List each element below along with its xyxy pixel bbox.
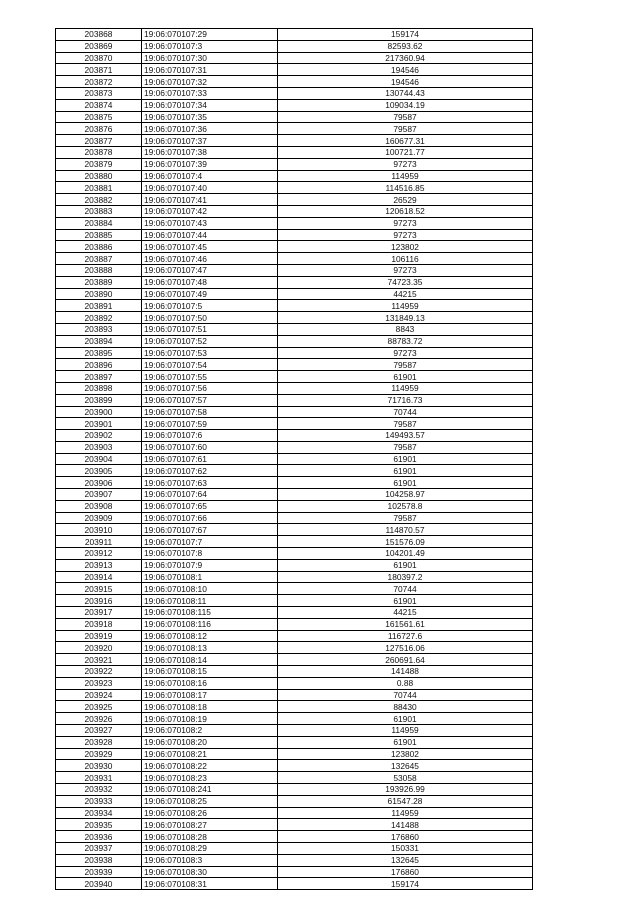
amount-cell: 82593.62 — [278, 40, 533, 52]
table-row — [56, 736, 533, 748]
row-id-cell: 203884 — [56, 217, 142, 229]
amount-cell: 61901 — [278, 477, 533, 489]
amount-cell: 97273 — [278, 347, 533, 359]
amount-cell: 161561.61 — [278, 618, 533, 630]
row-id-cell: 203939 — [56, 866, 142, 878]
cadastral-code-cell: 19:06:070107:6 — [142, 430, 278, 442]
table-row — [56, 430, 533, 442]
table-row — [56, 111, 533, 123]
amount-cell: 97273 — [278, 264, 533, 276]
cadastral-code-cell: 19:06:070107:4 — [142, 170, 278, 182]
row-id-cell: 203937 — [56, 842, 142, 854]
table-row — [56, 536, 533, 548]
amount-cell: 70744 — [278, 406, 533, 418]
cadastral-code-cell: 19:06:070107:33 — [142, 87, 278, 99]
table-row — [56, 300, 533, 312]
cadastral-code-cell: 19:06:070108:2 — [142, 725, 278, 737]
cadastral-code-cell: 19:06:070108:16 — [142, 677, 278, 689]
cadastral-code-cell: 19:06:070108:23 — [142, 772, 278, 784]
table-row — [56, 241, 533, 253]
row-id-cell: 203896 — [56, 359, 142, 371]
table-row — [56, 40, 533, 52]
row-id-cell: 203938 — [56, 854, 142, 866]
cadastral-code-cell: 19:06:070107:47 — [142, 264, 278, 276]
amount-cell: 70744 — [278, 583, 533, 595]
amount-cell: 159174 — [278, 878, 533, 890]
table-row — [56, 548, 533, 560]
amount-cell: 159174 — [278, 29, 533, 41]
amount-cell: 109034.19 — [278, 99, 533, 111]
amount-cell: 79587 — [278, 123, 533, 135]
amount-cell: 160677.31 — [278, 135, 533, 147]
row-id-cell: 203927 — [56, 725, 142, 737]
table-row — [56, 571, 533, 583]
amount-cell: 61901 — [278, 736, 533, 748]
cadastral-code-cell: 19:06:070107:41 — [142, 194, 278, 206]
row-id-cell: 203921 — [56, 654, 142, 666]
table-row — [56, 253, 533, 265]
row-id-cell: 203926 — [56, 713, 142, 725]
amount-cell: 114959 — [278, 382, 533, 394]
table-row — [56, 831, 533, 843]
row-id-cell: 203913 — [56, 559, 142, 571]
cadastral-code-cell: 19:06:070107:32 — [142, 76, 278, 88]
amount-cell: 71716.73 — [278, 394, 533, 406]
cadastral-code-cell: 19:06:070108:13 — [142, 642, 278, 654]
cadastral-code-cell: 19:06:070107:54 — [142, 359, 278, 371]
cadastral-code-cell: 19:06:070108:241 — [142, 784, 278, 796]
cadastral-code-cell: 19:06:070107:64 — [142, 489, 278, 501]
cadastral-code-cell: 19:06:070107:46 — [142, 253, 278, 265]
cadastral-code-cell: 19:06:070108:29 — [142, 842, 278, 854]
cadastral-code-cell: 19:06:070108:19 — [142, 713, 278, 725]
row-id-cell: 203918 — [56, 618, 142, 630]
row-id-cell: 203881 — [56, 182, 142, 194]
table-row — [56, 312, 533, 324]
amount-cell: 61547.28 — [278, 795, 533, 807]
cadastral-code-cell: 19:06:070107:60 — [142, 441, 278, 453]
cadastral-code-cell: 19:06:070107:34 — [142, 99, 278, 111]
row-id-cell: 203880 — [56, 170, 142, 182]
table-row — [56, 347, 533, 359]
cadastral-code-cell: 19:06:070107:8 — [142, 548, 278, 560]
row-id-cell: 203875 — [56, 111, 142, 123]
amount-cell: 194546 — [278, 76, 533, 88]
row-id-cell: 203916 — [56, 595, 142, 607]
amount-cell: 132645 — [278, 854, 533, 866]
cadastral-code-cell: 19:06:070107:65 — [142, 500, 278, 512]
amount-cell: 61901 — [278, 453, 533, 465]
amount-cell: 61901 — [278, 465, 533, 477]
amount-cell: 120618.52 — [278, 205, 533, 217]
amount-cell: 79587 — [278, 418, 533, 430]
row-id-cell: 203930 — [56, 760, 142, 772]
row-id-cell: 203905 — [56, 465, 142, 477]
table-row — [56, 276, 533, 288]
table-row — [56, 182, 533, 194]
row-id-cell: 203902 — [56, 430, 142, 442]
amount-cell: 114959 — [278, 807, 533, 819]
amount-cell: 0.88 — [278, 677, 533, 689]
cadastral-code-cell: 19:06:070107:67 — [142, 524, 278, 536]
table-row — [56, 725, 533, 737]
table-row — [56, 76, 533, 88]
cadastral-code-cell: 19:06:070107:50 — [142, 312, 278, 324]
amount-cell: 114516.85 — [278, 182, 533, 194]
table-row — [56, 371, 533, 383]
cadastral-code-cell: 19:06:070107:59 — [142, 418, 278, 430]
table-row — [56, 453, 533, 465]
table-row — [56, 713, 533, 725]
table-row — [56, 264, 533, 276]
row-id-cell: 203876 — [56, 123, 142, 135]
table-row — [56, 878, 533, 890]
cadastral-code-cell: 19:06:070107:45 — [142, 241, 278, 253]
amount-cell: 141488 — [278, 819, 533, 831]
row-id-cell: 203924 — [56, 689, 142, 701]
data-table — [55, 28, 533, 890]
cadastral-code-cell: 19:06:070108:30 — [142, 866, 278, 878]
row-id-cell: 203877 — [56, 135, 142, 147]
amount-cell: 8843 — [278, 323, 533, 335]
row-id-cell: 203883 — [56, 205, 142, 217]
amount-cell: 114959 — [278, 300, 533, 312]
document-page — [55, 28, 532, 890]
amount-cell: 88430 — [278, 701, 533, 713]
amount-cell: 116727.6 — [278, 630, 533, 642]
amount-cell: 97273 — [278, 158, 533, 170]
amount-cell: 130744.43 — [278, 87, 533, 99]
amount-cell: 194546 — [278, 64, 533, 76]
table-row — [56, 854, 533, 866]
table-row — [56, 666, 533, 678]
row-id-cell: 203932 — [56, 784, 142, 796]
row-id-cell: 203890 — [56, 288, 142, 300]
amount-cell: 150331 — [278, 842, 533, 854]
row-id-cell: 203915 — [56, 583, 142, 595]
row-id-cell: 203897 — [56, 371, 142, 383]
row-id-cell: 203940 — [56, 878, 142, 890]
row-id-cell: 203871 — [56, 64, 142, 76]
row-id-cell: 203874 — [56, 99, 142, 111]
table-row — [56, 760, 533, 772]
row-id-cell: 203931 — [56, 772, 142, 784]
table-row — [56, 217, 533, 229]
cadastral-code-cell: 19:06:070107:53 — [142, 347, 278, 359]
row-id-cell: 203912 — [56, 548, 142, 560]
amount-cell: 127516.06 — [278, 642, 533, 654]
table-row — [56, 29, 533, 41]
cadastral-code-cell: 19:06:070107:66 — [142, 512, 278, 524]
row-id-cell: 203911 — [56, 536, 142, 548]
row-id-cell: 203882 — [56, 194, 142, 206]
amount-cell: 151576.09 — [278, 536, 533, 548]
table-row — [56, 784, 533, 796]
cadastral-code-cell: 19:06:070108:18 — [142, 701, 278, 713]
amount-cell: 180397.2 — [278, 571, 533, 583]
row-id-cell: 203934 — [56, 807, 142, 819]
table-row — [56, 677, 533, 689]
table-row — [56, 807, 533, 819]
row-id-cell: 203935 — [56, 819, 142, 831]
cadastral-code-cell: 19:06:070108:28 — [142, 831, 278, 843]
amount-cell: 123802 — [278, 748, 533, 760]
table-row — [56, 607, 533, 619]
cadastral-code-cell: 19:06:070107:9 — [142, 559, 278, 571]
row-id-cell: 203889 — [56, 276, 142, 288]
cadastral-code-cell: 19:06:070107:38 — [142, 146, 278, 158]
cadastral-code-cell: 19:06:070107:43 — [142, 217, 278, 229]
amount-cell: 260691.64 — [278, 654, 533, 666]
table-row — [56, 323, 533, 335]
cadastral-code-cell: 19:06:070108:11 — [142, 595, 278, 607]
cadastral-code-cell: 19:06:070108:26 — [142, 807, 278, 819]
table-body — [56, 29, 533, 890]
cadastral-code-cell: 19:06:070107:62 — [142, 465, 278, 477]
cadastral-code-cell: 19:06:070107:29 — [142, 29, 278, 41]
table-row — [56, 748, 533, 760]
table-row — [56, 335, 533, 347]
row-id-cell: 203906 — [56, 477, 142, 489]
table-row — [56, 489, 533, 501]
row-id-cell: 203878 — [56, 146, 142, 158]
row-id-cell: 203898 — [56, 382, 142, 394]
cadastral-code-cell: 19:06:070107:42 — [142, 205, 278, 217]
cadastral-code-cell: 19:06:070107:49 — [142, 288, 278, 300]
row-id-cell: 203893 — [56, 323, 142, 335]
table-row — [56, 477, 533, 489]
amount-cell: 114959 — [278, 170, 533, 182]
cadastral-code-cell: 19:06:070108:116 — [142, 618, 278, 630]
amount-cell: 88783.72 — [278, 335, 533, 347]
amount-cell: 104201.49 — [278, 548, 533, 560]
amount-cell: 97273 — [278, 217, 533, 229]
cadastral-code-cell: 19:06:070107:44 — [142, 229, 278, 241]
cadastral-code-cell: 19:06:070107:51 — [142, 323, 278, 335]
table-row — [56, 583, 533, 595]
cadastral-code-cell: 19:06:070107:3 — [142, 40, 278, 52]
amount-cell: 44215 — [278, 607, 533, 619]
amount-cell: 70744 — [278, 689, 533, 701]
amount-cell: 193926.99 — [278, 784, 533, 796]
cadastral-code-cell: 19:06:070108:12 — [142, 630, 278, 642]
row-id-cell: 203870 — [56, 52, 142, 64]
row-id-cell: 203920 — [56, 642, 142, 654]
cadastral-code-cell: 19:06:070108:10 — [142, 583, 278, 595]
cadastral-code-cell: 19:06:070108:115 — [142, 607, 278, 619]
row-id-cell: 203886 — [56, 241, 142, 253]
row-id-cell: 203928 — [56, 736, 142, 748]
table-row — [56, 842, 533, 854]
row-id-cell: 203868 — [56, 29, 142, 41]
table-row — [56, 229, 533, 241]
cadastral-code-cell: 19:06:070107:56 — [142, 382, 278, 394]
row-id-cell: 203899 — [56, 394, 142, 406]
cadastral-code-cell: 19:06:070107:35 — [142, 111, 278, 123]
cadastral-code-cell: 19:06:070108:21 — [142, 748, 278, 760]
cadastral-code-cell: 19:06:070107:61 — [142, 453, 278, 465]
cadastral-code-cell: 19:06:070108:17 — [142, 689, 278, 701]
table-row — [56, 418, 533, 430]
table-row — [56, 146, 533, 158]
row-id-cell: 203923 — [56, 677, 142, 689]
amount-cell: 61901 — [278, 559, 533, 571]
table-row — [56, 524, 533, 536]
row-id-cell: 203907 — [56, 489, 142, 501]
table-row — [56, 772, 533, 784]
cadastral-code-cell: 19:06:070107:63 — [142, 477, 278, 489]
amount-cell: 61901 — [278, 713, 533, 725]
amount-cell: 79587 — [278, 441, 533, 453]
table-row — [56, 123, 533, 135]
cadastral-code-cell: 19:06:070108:31 — [142, 878, 278, 890]
cadastral-code-cell: 19:06:070108:20 — [142, 736, 278, 748]
amount-cell: 123802 — [278, 241, 533, 253]
table-row — [56, 64, 533, 76]
row-id-cell: 203872 — [56, 76, 142, 88]
table-row — [56, 701, 533, 713]
cadastral-code-cell: 19:06:070108:22 — [142, 760, 278, 772]
amount-cell: 26529 — [278, 194, 533, 206]
row-id-cell: 203936 — [56, 831, 142, 843]
row-id-cell: 203922 — [56, 666, 142, 678]
row-id-cell: 203885 — [56, 229, 142, 241]
table-row — [56, 99, 533, 111]
table-row — [56, 288, 533, 300]
row-id-cell: 203910 — [56, 524, 142, 536]
cadastral-code-cell: 19:06:070107:48 — [142, 276, 278, 288]
table-row — [56, 689, 533, 701]
amount-cell: 217360.94 — [278, 52, 533, 64]
row-id-cell: 203903 — [56, 441, 142, 453]
row-id-cell: 203914 — [56, 571, 142, 583]
amount-cell: 176860 — [278, 831, 533, 843]
row-id-cell: 203900 — [56, 406, 142, 418]
amount-cell: 149493.57 — [278, 430, 533, 442]
row-id-cell: 203929 — [56, 748, 142, 760]
row-id-cell: 203901 — [56, 418, 142, 430]
cadastral-code-cell: 19:06:070107:55 — [142, 371, 278, 383]
cadastral-code-cell: 19:06:070107:5 — [142, 300, 278, 312]
table-row — [56, 795, 533, 807]
table-row — [56, 359, 533, 371]
table-row — [56, 158, 533, 170]
table-row — [56, 205, 533, 217]
table-row — [56, 595, 533, 607]
cadastral-code-cell: 19:06:070108:27 — [142, 819, 278, 831]
table-row — [56, 135, 533, 147]
amount-cell: 97273 — [278, 229, 533, 241]
table-row — [56, 170, 533, 182]
row-id-cell: 203919 — [56, 630, 142, 642]
table-row — [56, 394, 533, 406]
table-row — [56, 642, 533, 654]
table-row — [56, 559, 533, 571]
row-id-cell: 203879 — [56, 158, 142, 170]
table-row — [56, 465, 533, 477]
amount-cell: 79587 — [278, 111, 533, 123]
table-row — [56, 866, 533, 878]
table-row — [56, 630, 533, 642]
table-row — [56, 819, 533, 831]
row-id-cell: 203895 — [56, 347, 142, 359]
cadastral-code-cell: 19:06:070108:1 — [142, 571, 278, 583]
table-row — [56, 654, 533, 666]
table-row — [56, 441, 533, 453]
cadastral-code-cell: 19:06:070107:30 — [142, 52, 278, 64]
row-id-cell: 203887 — [56, 253, 142, 265]
row-id-cell: 203891 — [56, 300, 142, 312]
amount-cell: 114959 — [278, 725, 533, 737]
amount-cell: 79587 — [278, 512, 533, 524]
amount-cell: 61901 — [278, 371, 533, 383]
row-id-cell: 203892 — [56, 312, 142, 324]
row-id-cell: 203909 — [56, 512, 142, 524]
amount-cell: 104258.97 — [278, 489, 533, 501]
row-id-cell: 203904 — [56, 453, 142, 465]
amount-cell: 53058 — [278, 772, 533, 784]
amount-cell: 79587 — [278, 359, 533, 371]
row-id-cell: 203925 — [56, 701, 142, 713]
amount-cell: 44215 — [278, 288, 533, 300]
row-id-cell: 203873 — [56, 87, 142, 99]
cadastral-code-cell: 19:06:070107:37 — [142, 135, 278, 147]
amount-cell: 141488 — [278, 666, 533, 678]
amount-cell: 102578.8 — [278, 500, 533, 512]
table-row — [56, 500, 533, 512]
row-id-cell: 203869 — [56, 40, 142, 52]
table-row — [56, 382, 533, 394]
cadastral-code-cell: 19:06:070108:3 — [142, 854, 278, 866]
amount-cell: 114870.57 — [278, 524, 533, 536]
table-row — [56, 194, 533, 206]
cadastral-code-cell: 19:06:070107:31 — [142, 64, 278, 76]
cadastral-code-cell: 19:06:070107:7 — [142, 536, 278, 548]
table-row — [56, 618, 533, 630]
table-row — [56, 512, 533, 524]
cadastral-code-cell: 19:06:070108:25 — [142, 795, 278, 807]
cadastral-code-cell: 19:06:070108:14 — [142, 654, 278, 666]
cadastral-code-cell: 19:06:070107:36 — [142, 123, 278, 135]
cadastral-code-cell: 19:06:070107:39 — [142, 158, 278, 170]
amount-cell: 132645 — [278, 760, 533, 772]
cadastral-code-cell: 19:06:070108:15 — [142, 666, 278, 678]
amount-cell: 61901 — [278, 595, 533, 607]
table-row — [56, 52, 533, 64]
row-id-cell: 203933 — [56, 795, 142, 807]
table-row — [56, 87, 533, 99]
amount-cell: 74723.35 — [278, 276, 533, 288]
row-id-cell: 203917 — [56, 607, 142, 619]
amount-cell: 100721.77 — [278, 146, 533, 158]
cadastral-code-cell: 19:06:070107:52 — [142, 335, 278, 347]
amount-cell: 106116 — [278, 253, 533, 265]
amount-cell: 131849.13 — [278, 312, 533, 324]
amount-cell: 176860 — [278, 866, 533, 878]
row-id-cell: 203888 — [56, 264, 142, 276]
table-row — [56, 406, 533, 418]
row-id-cell: 203894 — [56, 335, 142, 347]
row-id-cell: 203908 — [56, 500, 142, 512]
cadastral-code-cell: 19:06:070107:57 — [142, 394, 278, 406]
cadastral-code-cell: 19:06:070107:58 — [142, 406, 278, 418]
cadastral-code-cell: 19:06:070107:40 — [142, 182, 278, 194]
